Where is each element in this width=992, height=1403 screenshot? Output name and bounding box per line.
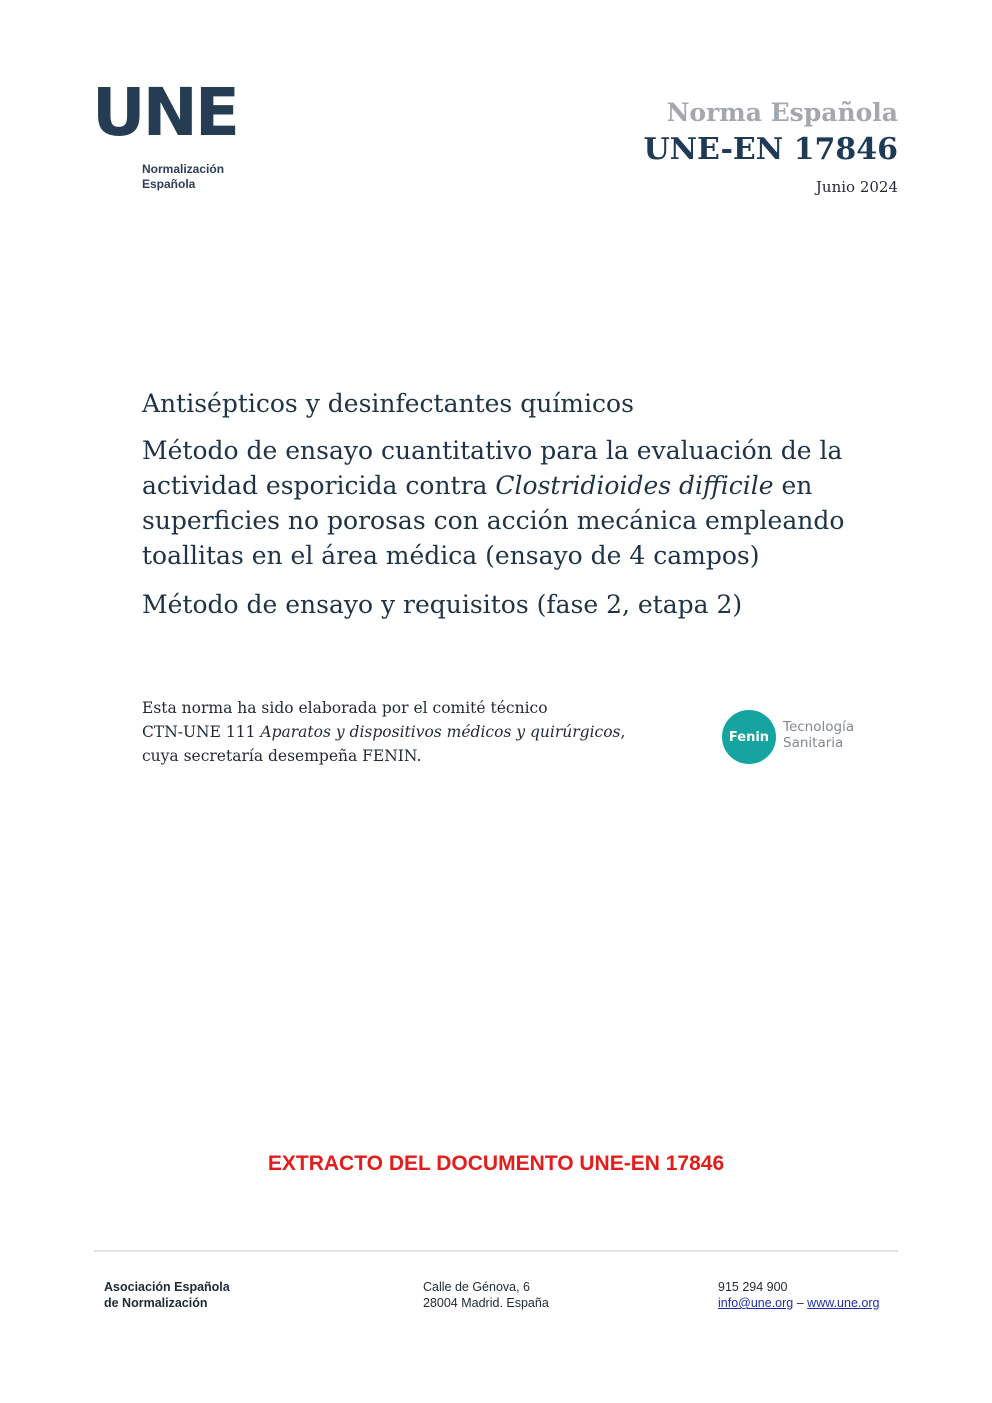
link-separator: – <box>796 1296 804 1310</box>
footer-phone: 915 294 900 <box>718 1280 788 1294</box>
title-primary: Antisépticos y desinfectantes químicos <box>142 389 634 418</box>
fenin-logo-label: Fenin <box>728 729 770 745</box>
footer-addr-line2: 28004 Madrid. España <box>423 1296 549 1310</box>
fenin-logo-text <box>783 719 854 751</box>
fenin-text-line2: Sanitaria <box>783 735 844 751</box>
fenin-logo-icon <box>722 710 776 764</box>
footer-contact <box>718 1279 879 1311</box>
extract-banner: EXTRACTO DEL DOCUMENTO UNE-EN 17846 <box>267 1152 725 1175</box>
footer-address <box>423 1279 549 1311</box>
une-logo-subtitle <box>142 162 224 192</box>
footer-org-line1: Asociación Española <box>104 1280 230 1294</box>
une-logo-word: UNE <box>92 74 237 151</box>
norma-code: UNE-EN 17846 <box>643 132 898 167</box>
footer-addr-line1: Calle de Génova, 6 <box>423 1280 531 1294</box>
publication-date: Junio 2024 <box>815 178 898 196</box>
footer-organization <box>104 1279 230 1311</box>
fenin-text-line1: Tecnología <box>783 719 855 735</box>
committee-line3: cuya secretaría desempeña FENIN. <box>142 747 422 765</box>
committee-statement <box>142 696 702 768</box>
title-2-pre: Método de ensayo cuantitativo para la evaluación de la actividad esporicida contra <box>142 436 843 500</box>
committee-name: Aparatos y dispositivos médicos y quirúrgicos <box>260 723 621 741</box>
title-block <box>142 386 872 622</box>
footer-org-line2: de Normalización <box>104 1296 208 1310</box>
title-tertiary: Método de ensayo y requisitos (fase 2, etapa 2) <box>142 590 743 619</box>
email-link[interactable]: info@une.org <box>718 1296 794 1310</box>
footer-links <box>718 1295 879 1311</box>
committee-line2 <box>142 720 702 744</box>
logo-subtitle-line1: Normalización <box>142 162 225 176</box>
committee-comma: , <box>620 723 626 741</box>
footer-divider <box>94 1250 898 1252</box>
title-2-post: en superficies no porosas con acción mecánica empleando toallitas en el área médica (ensayo de 4 campos) <box>142 471 845 570</box>
logo-subtitle-line2: Española <box>142 177 196 191</box>
norma-label: Norma Española <box>666 98 898 127</box>
committee-line1: Esta norma ha sido elaborada por el comité técnico <box>142 699 548 717</box>
title-2-species: Clostridioides difficile <box>495 471 774 500</box>
committee-code: CTN-UNE 111 <box>142 723 261 741</box>
title-secondary <box>142 433 872 573</box>
website-link[interactable]: www.une.org <box>807 1296 880 1310</box>
